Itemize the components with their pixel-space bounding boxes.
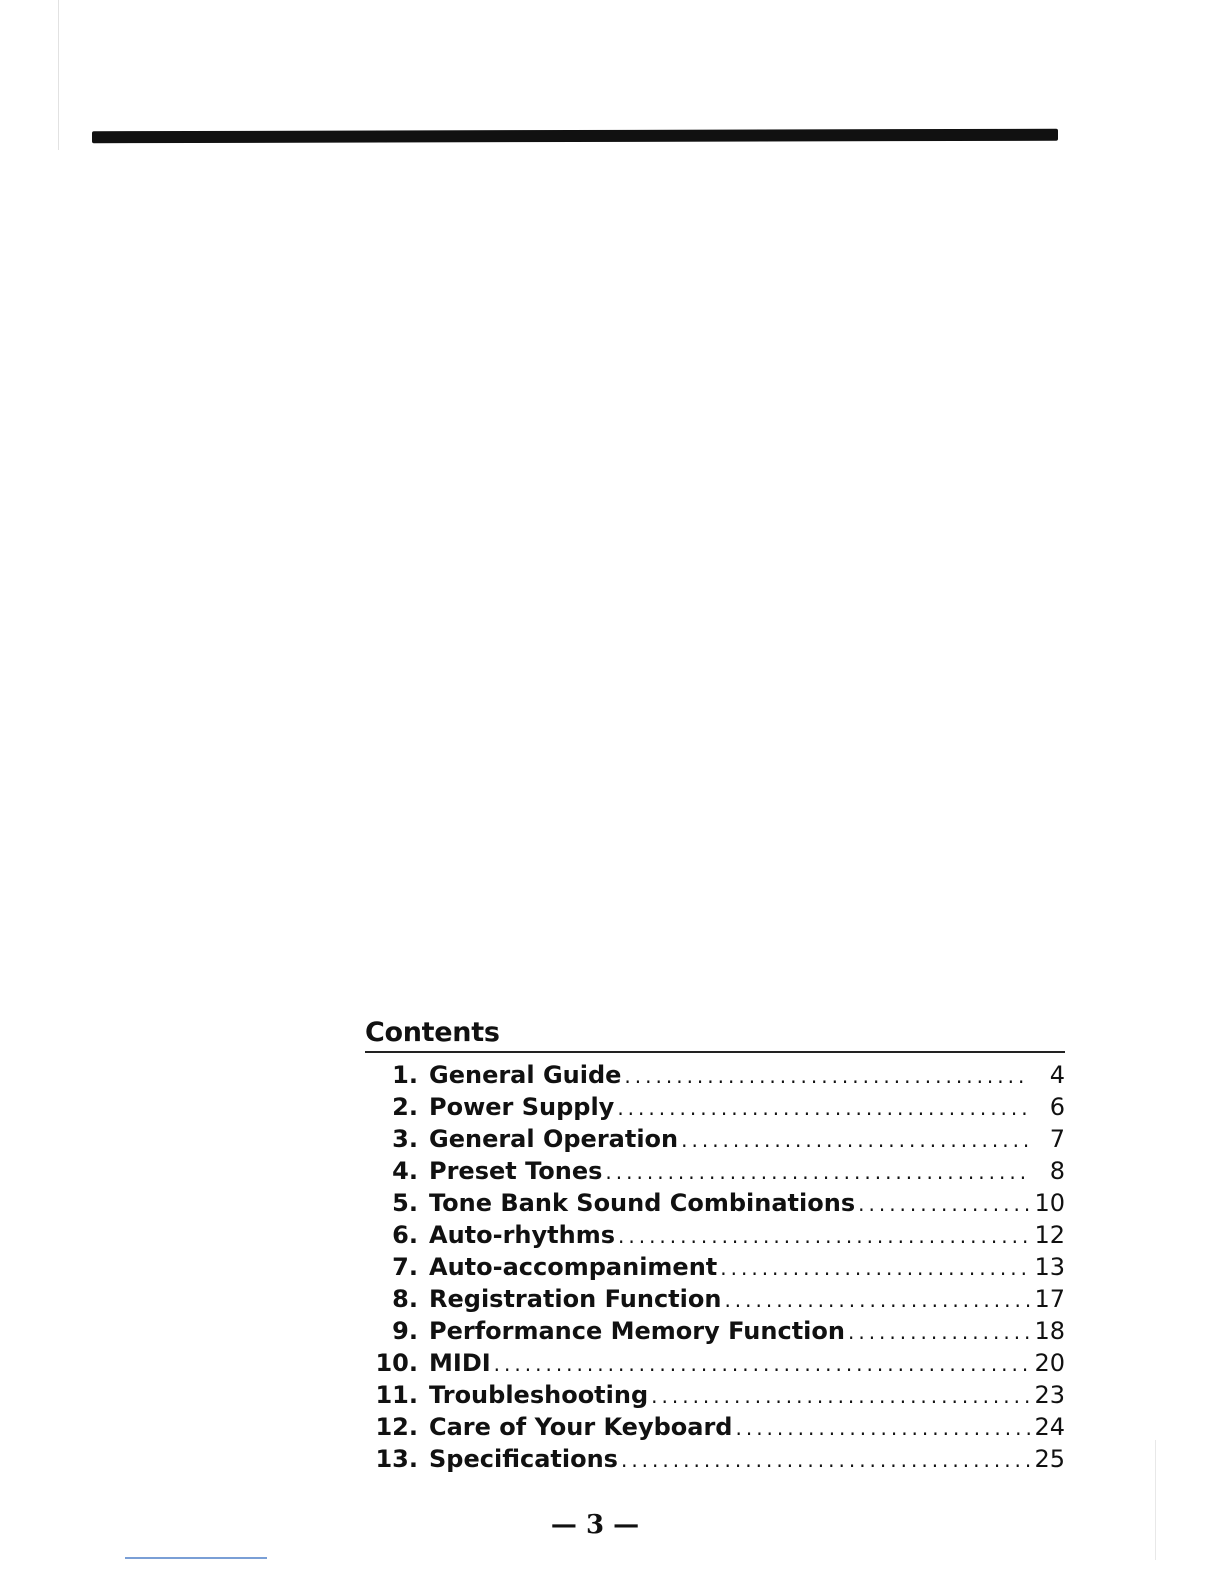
toc-page: 24 — [1034, 1413, 1065, 1441]
toc-title: Specifications — [429, 1445, 618, 1473]
toc-number: 8. — [392, 1285, 418, 1313]
toc-page: 20 — [1034, 1349, 1065, 1377]
toc-title: Tone Bank Sound Combinations — [429, 1189, 856, 1217]
header-rule — [92, 129, 1058, 144]
toc-entry — [365, 1379, 1065, 1411]
toc-title: Power Supply — [429, 1093, 615, 1121]
heading-underline — [365, 1051, 1065, 1053]
toc-page: 23 — [1034, 1381, 1065, 1409]
toc-number: 3. — [392, 1125, 418, 1153]
toc-title: Auto-accompaniment — [429, 1253, 718, 1281]
toc-number: 1. — [392, 1061, 418, 1089]
scan-edge-line — [1155, 1440, 1156, 1560]
toc-number: 2. — [392, 1093, 418, 1121]
toc-page: 4 — [1049, 1061, 1065, 1089]
toc-number: 13. — [375, 1445, 418, 1473]
toc-entry — [365, 1187, 1065, 1219]
toc-entry — [365, 1347, 1065, 1379]
toc-page: 25 — [1034, 1445, 1065, 1473]
toc-number: 6. — [392, 1221, 418, 1249]
dot-leader — [605, 1156, 1030, 1188]
toc-number: 12. — [375, 1413, 418, 1441]
toc-title: Performance Memory Function — [429, 1317, 845, 1345]
toc-page: 6 — [1049, 1093, 1065, 1121]
toc-page: 17 — [1034, 1285, 1065, 1313]
dot-leader — [858, 1188, 1030, 1220]
toc-title: Registration Function — [429, 1285, 722, 1313]
toc-number: 9. — [392, 1317, 418, 1345]
table-of-contents — [365, 1016, 1065, 1475]
toc-title: Auto-rhythms — [429, 1221, 615, 1249]
toc-entry — [365, 1155, 1065, 1187]
toc-entry — [365, 1251, 1065, 1283]
toc-page: 10 — [1034, 1189, 1065, 1217]
dot-leader — [848, 1316, 1030, 1348]
toc-number: 7. — [392, 1253, 418, 1281]
toc-entry — [365, 1283, 1065, 1315]
toc-number: 10. — [375, 1349, 418, 1377]
dot-leader — [617, 1092, 1030, 1124]
dot-leader — [494, 1348, 1030, 1380]
toc-title: Preset Tones — [429, 1157, 603, 1185]
scan-margin-line — [58, 0, 59, 150]
toc-entry — [365, 1123, 1065, 1155]
toc-page: 13 — [1034, 1253, 1065, 1281]
toc-title: Troubleshooting — [429, 1381, 649, 1409]
toc-entry — [365, 1219, 1065, 1251]
toc-page: 7 — [1049, 1125, 1065, 1153]
toc-page: 12 — [1034, 1221, 1065, 1249]
toc-entry — [365, 1059, 1065, 1091]
toc-entry — [365, 1315, 1065, 1347]
toc-title: General Operation — [429, 1125, 679, 1153]
toc-page: 8 — [1049, 1157, 1065, 1185]
page-number: — 3 — — [550, 1510, 640, 1540]
dot-leader — [624, 1060, 1030, 1092]
contents-heading: Contents — [365, 1017, 500, 1048]
toc-entry — [365, 1411, 1065, 1443]
toc-entry — [365, 1443, 1065, 1475]
toc-title: MIDI — [429, 1349, 491, 1377]
toc-number: 5. — [392, 1189, 418, 1217]
toc-number: 11. — [375, 1381, 418, 1409]
dot-leader — [621, 1444, 1030, 1476]
toc-entry — [365, 1091, 1065, 1123]
dot-leader — [651, 1380, 1030, 1412]
dot-leader — [724, 1284, 1030, 1316]
dot-leader — [720, 1252, 1030, 1284]
toc-number: 4. — [392, 1157, 418, 1185]
toc-title: Care of Your Keyboard — [429, 1413, 733, 1441]
dot-leader — [735, 1412, 1030, 1444]
dot-leader — [618, 1220, 1030, 1252]
toc-title: General Guide — [429, 1061, 622, 1089]
dot-leader — [681, 1124, 1030, 1156]
toc-page: 18 — [1034, 1317, 1065, 1345]
scan-artifact-line — [125, 1557, 267, 1559]
